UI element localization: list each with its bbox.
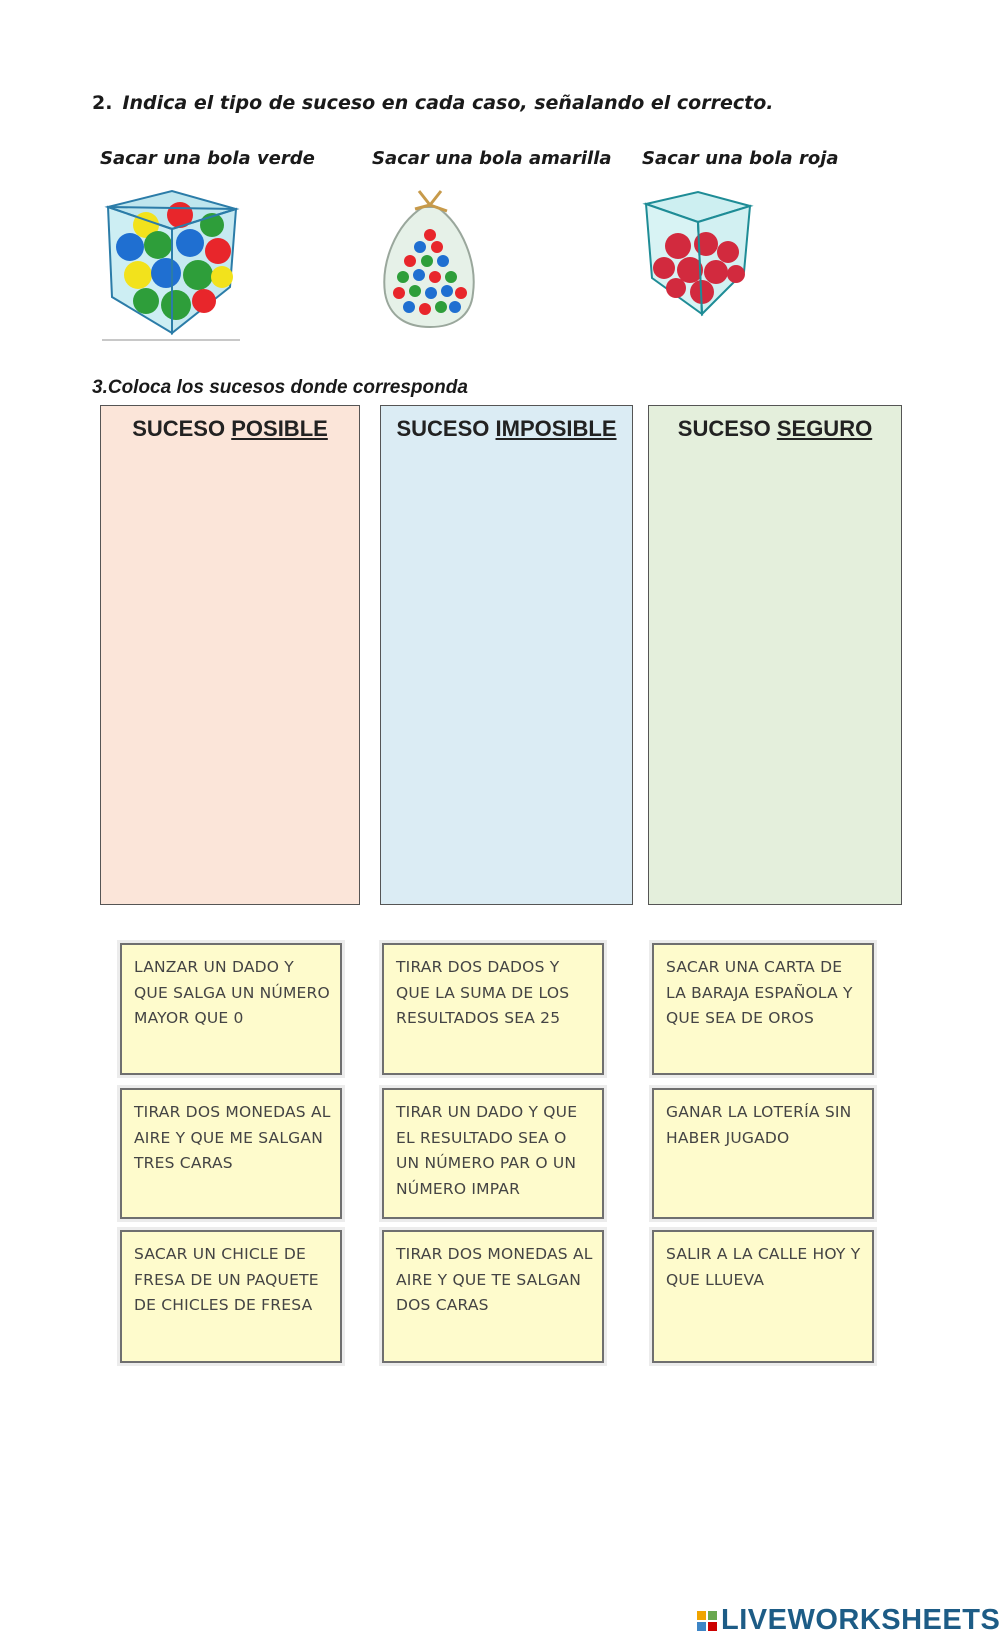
question-2-title xyxy=(92,92,773,114)
event-card[interactable]: SALIR A LA CALLE HOY Y QUE LLUEVA xyxy=(652,1230,874,1363)
question-3-title: 3.Coloca los sucesos donde corresponda xyxy=(92,377,468,398)
event-card[interactable]: LANZAR UN DADO Y QUE SALGA UN NÚMERO MAYOR QUE 0 xyxy=(120,943,342,1075)
drop-zone-posible[interactable] xyxy=(100,405,360,905)
question-2-number: 2. xyxy=(92,92,113,114)
question-2-text: Indica el tipo de suceso en cada caso, señalando el correcto. xyxy=(122,92,774,114)
drop-zone-imposible[interactable] xyxy=(380,405,633,905)
event-card[interactable]: TIRAR DOS MONEDAS AL AIRE Y QUE ME SALGAN TRES CARAS xyxy=(120,1088,342,1219)
column-heading-posible: SUCESO POSIBLE xyxy=(132,416,328,441)
drop-zone-seguro[interactable] xyxy=(648,405,902,905)
option-green-label[interactable]: Sacar una bola verde xyxy=(100,148,315,169)
column-heading-seguro: SUCESO SEGURO xyxy=(677,416,873,441)
liveworksheets-logo-icon xyxy=(697,1611,717,1631)
event-card[interactable]: TIRAR DOS DADOS Y QUE LA SUMA DE LOS RESULTADOS SEA 25 xyxy=(382,943,604,1075)
option-red-label[interactable]: Sacar una bola roja xyxy=(642,148,839,169)
event-card[interactable]: TIRAR DOS MONEDAS AL AIRE Y QUE TE SALGAN DOS CARAS xyxy=(382,1230,604,1363)
event-card[interactable]: TIRAR UN DADO Y QUE EL RESULTADO SEA O UN NÚMERO PAR O UN NÚMERO IMPAR xyxy=(382,1088,604,1219)
column-heading-imposible: SUCESO IMPOSIBLE xyxy=(396,416,617,441)
option-yellow-label[interactable]: Sacar una bola amarilla xyxy=(372,148,612,169)
cube-colored-balls-image xyxy=(100,185,250,345)
liveworksheets-logo[interactable] xyxy=(697,1604,1000,1637)
bag-colored-balls-image xyxy=(375,185,485,330)
event-card[interactable]: SACAR UNA CARTA DE LA BARAJA ESPAÑOLA Y QUE SEA DE OROS xyxy=(652,943,874,1075)
cube-red-balls-image xyxy=(640,188,755,323)
event-card[interactable]: GANAR LA LOTERÍA SIN HABER JUGADO xyxy=(652,1088,874,1219)
liveworksheets-logo-text: LIVEWORKSHEETS xyxy=(721,1604,1000,1636)
event-card[interactable]: SACAR UN CHICLE DE FRESA DE UN PAQUETE DE CHICLES DE FRESA xyxy=(120,1230,342,1363)
